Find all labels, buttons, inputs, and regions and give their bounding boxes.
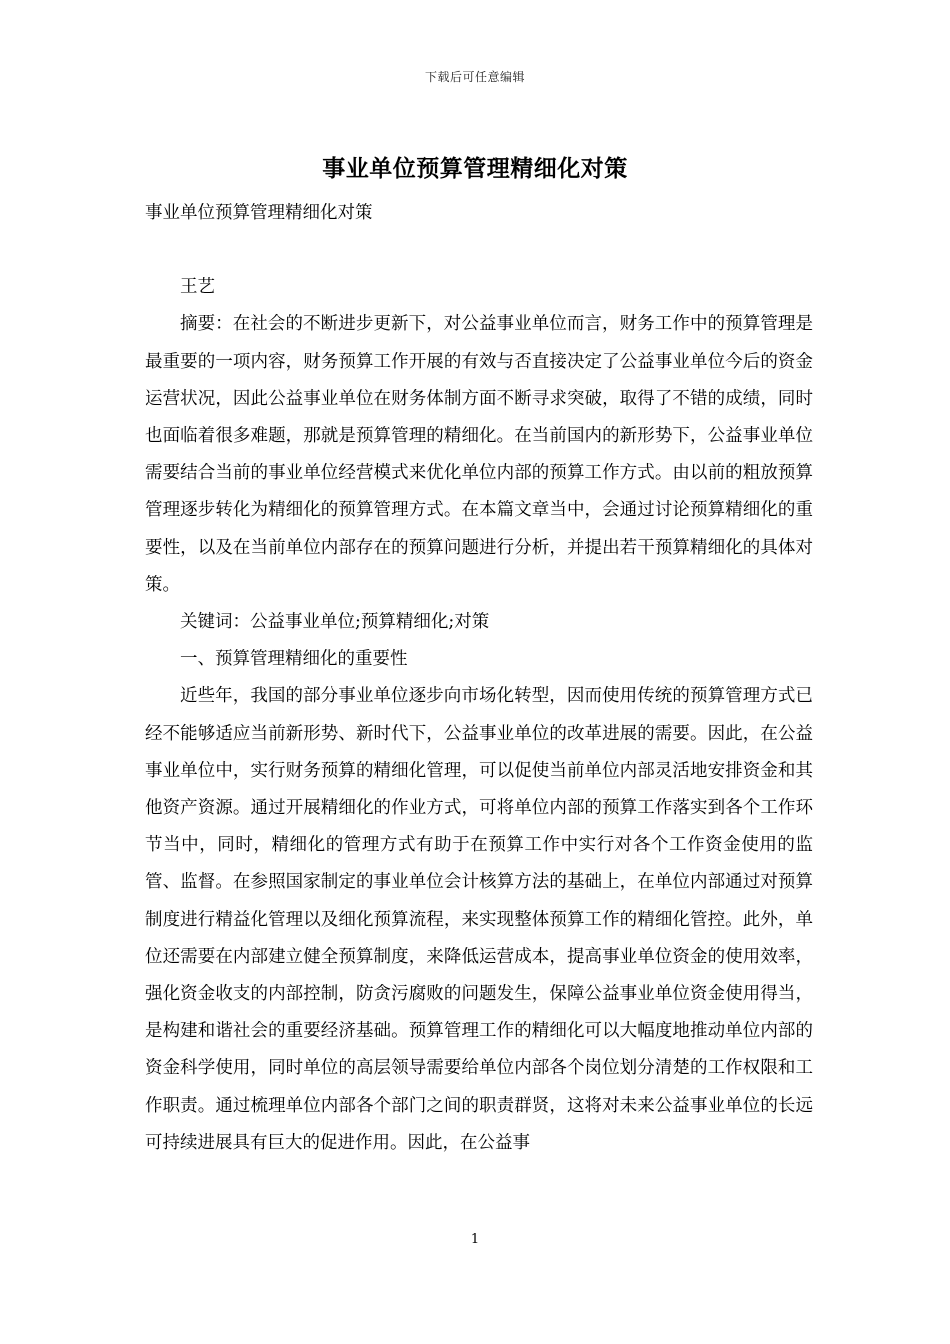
header-note: 下载后可任意编辑 (424, 70, 525, 84)
page-number: 1 (470, 1232, 480, 1247)
document-subtitle: 事业单位预算管理精细化对策 (145, 203, 373, 223)
document-body (145, 195, 813, 1162)
abstract-paragraph: 摘要：在社会的不断进步更新下，对公益事业单位而言，财务工作中的预算管理是最重要的一项内容，财务预算工作开展的有效与否直接决定了公益事业单位今后的资金运营状况，因此公益事业单位在财务体制方面不断寻求突破，取得了不错的成绩，同时也面临着很多难题，那就是预算管理的精细化。在当前国内的新形势下，公益事业单位需要结合当前的事业单位经营模式来优化单位内部的预算工作方式。由以前的粗放预算管理逐步转化为精细化的预算管理方式。在本篇文章当中，会通过讨论预算精细化的重要性，以及在当前单位内部存在的预算问题进行分析，并提出若干预算精细化的具体对策。 (145, 314, 813, 595)
section-paragraph: 近些年，我国的部分事业单位逐步向市场化转型，因而使用传统的预算管理方式已经不能够适应当前新形势、新时代下，公益事业单位的改革进展的需要。因此，在公益事业单位中，实行财务预算的精细化管理，可以促使当前单位内部灵活地安排资金和其他资产资源。通过开展精细化的作业方式，可将单位内部的预算工作落实到各个工作环节当中，同时，精细化的管理方式有助于在预算工作中实行对各个工作资金使用的监管、监督。在参照国家制定的事业单位会计核算方法的基础上，在单位内部通过对预算制度进行精益化管理以及细化预算流程，来实现整体预算工作的精细化管控。此外，单位还需要在内部建立健全预算制度，来降低运营成本，提高事业单位资金的使用效率，强化资金收支的内部控制，防贪污腐败的问题发生，保障公益事业单位资金使用得当，是构建和谐社会的重要经济基础。预算管理工作的精细化可以大幅度地推动单位内部的资金科学使用，同时单位的高层领导需要给单位内部各个岗位划分清楚的工作权限和工作职责。通过梳理单位内部各个部门之间的职责群贤，这将对未来公益事业单位的长远可持续进展具有巨大的促进作用。因此，在公益事 (145, 686, 813, 1153)
document-title: 事业单位预算管理精细化对策 (322, 155, 628, 182)
keywords-line: 关键词：公益事业单位;预算精细化;对策 (180, 612, 490, 633)
blank-line (145, 232, 813, 269)
author-name: 王艺 (180, 277, 215, 298)
section-heading: 一、预算管理精细化的重要性 (180, 649, 408, 670)
